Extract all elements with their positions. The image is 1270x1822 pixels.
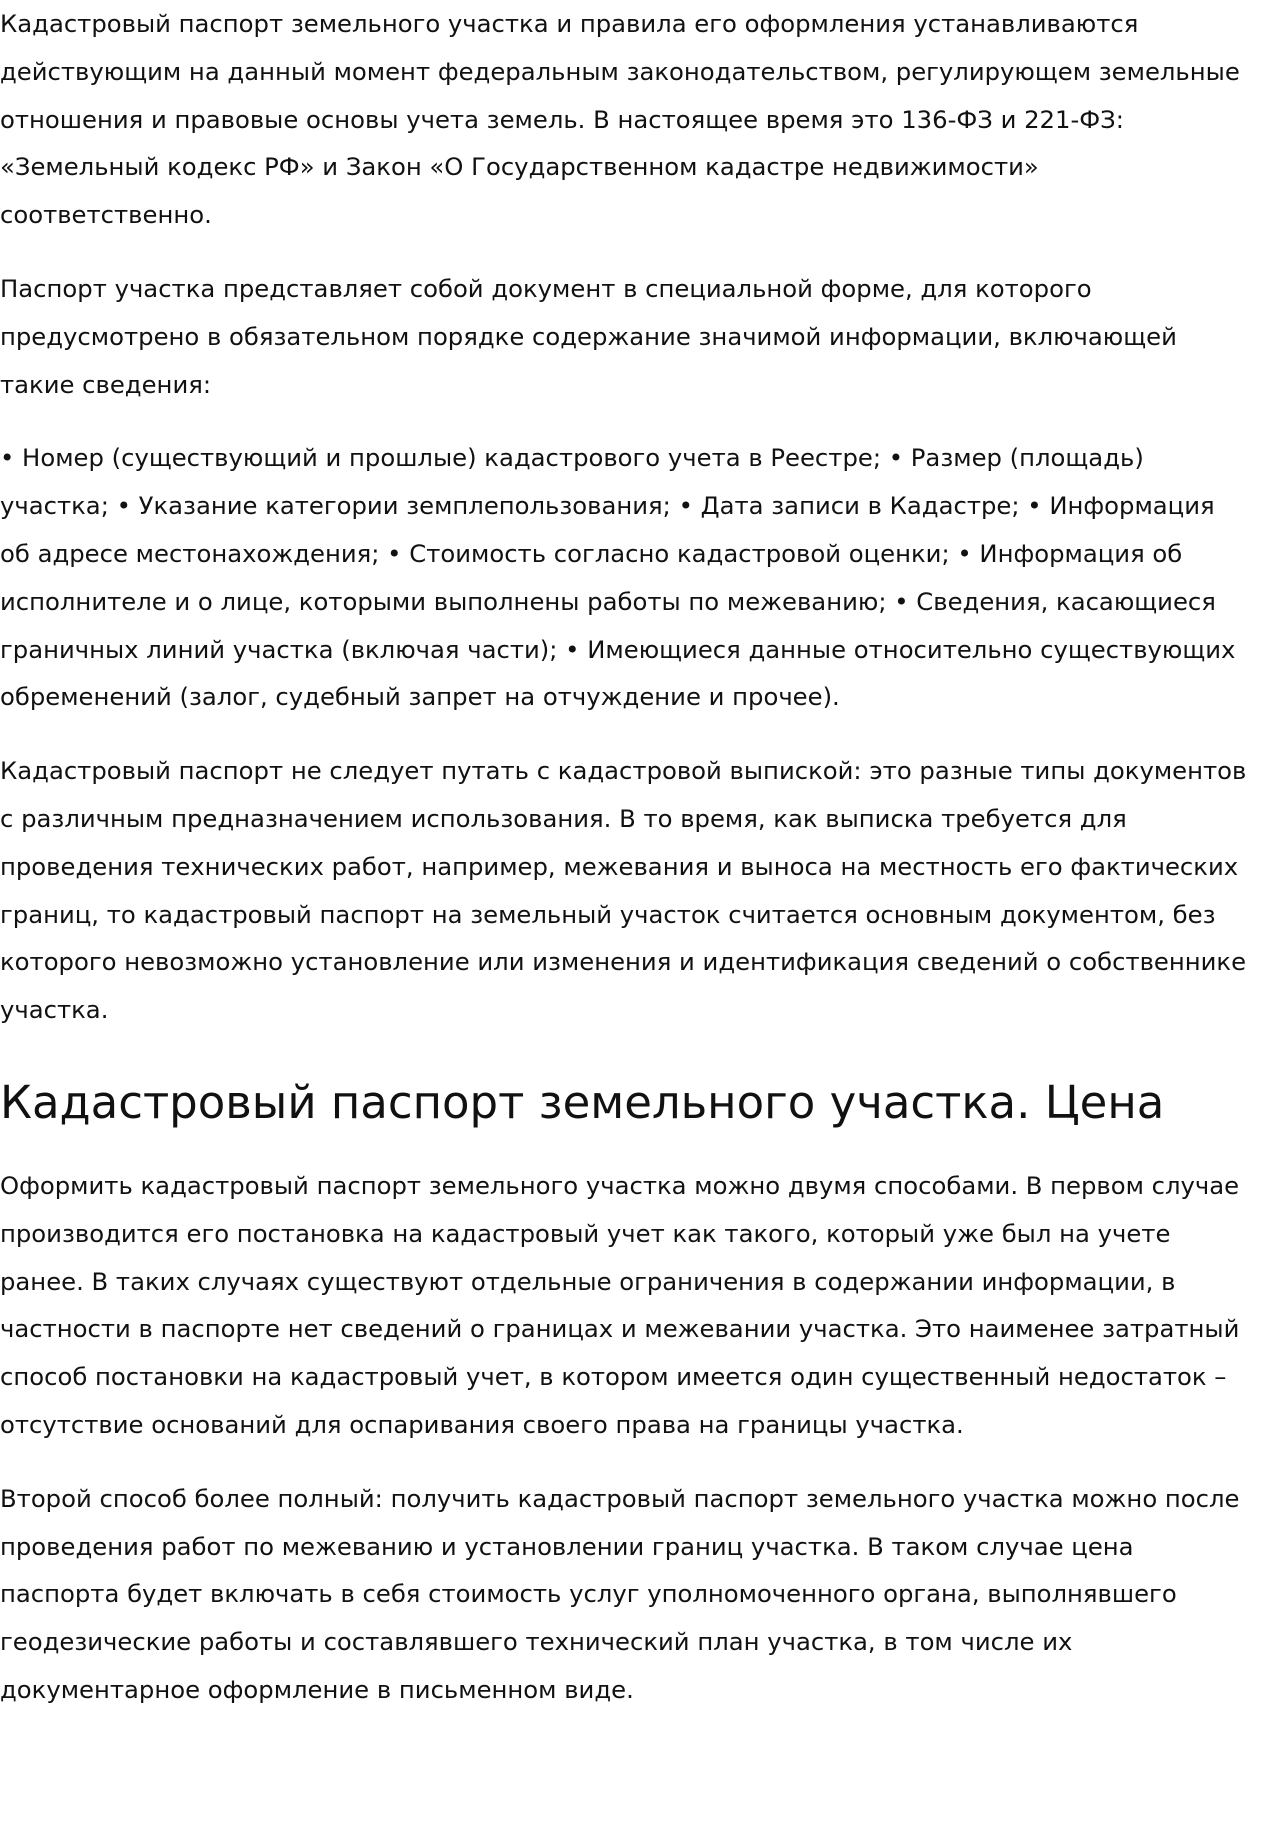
- paragraph-second-method: Второй способ более полный: получить кадастровый паспорт земельного участка можно после проведения работ по межеванию и установлении границ участка. В таком случае цена паспорта будет включать в себя стоимость услуг уполномоченного органа, выполнявшего геодезические работы и составлявшего технический план участка, в том числе их документарное оформление в письменном виде.: [0, 1483, 1240, 1704]
- paragraph-first-method: Оформить кадастровый паспорт земельного участка можно двумя способами. В первом случае производится его постановка на кадастровый учет как такого, который уже был на учете ранее. В таких случаях существуют отдельные ограничения в содержании информации, в частности в паспорте нет сведений о границах и межевании участка. Это наименее затратный способ постановки на кадастровый учет, в котором имеется один существенный недостаток – отсутствие оснований для оспаривания своего права на границы участка.: [0, 1170, 1240, 1439]
- paragraph-passport-definition: Паспорт участка представляет собой документ в специальной форме, для которого предусмотрено в обязательном порядке содержание значимой информации, включающей такие сведения:: [0, 273, 1177, 399]
- paragraph-passport-contents-list: • Номер (существующий и прошлые) кадастрового учета в Реестре; • Размер (площадь) участка; • Указание категории земплепользования; • Дата записи в Кадастре; • Информация об адресе местонахождения; • Стоимость согласно кадастровой оценки; • Информация об исполнителе и о лице, которыми выполнены работы по межеванию; • Сведения, касающиеся граничных линий участка (включая части); • Имеющиеся данные относительно существующих обременений (залог, судебный запрет на отчуждение и прочее).: [0, 443, 1236, 712]
- paragraph-legal-basis: Кадастровый паспорт земельного участка и правила его оформления устанавливаются действующим на данный момент федеральным законодательством, регулирующем земельные отношения и правовые основы учета земель. В настоящее время это 136-ФЗ и 221-ФЗ: «Земельный кодекс РФ» и Закон «О Государственном кадастре недвижимости» соответственно.: [0, 9, 1240, 230]
- section-heading-price: Кадастровый паспорт земельного участка. Цена: [0, 1075, 1165, 1129]
- paragraph-passport-vs-extract: Кадастровый паспорт не следует путать с кадастровой выпиской: это разные типы документов с различным предназначением использования. В то время, как выписка требуется для проведения технических работ, например, межевания и выноса на местность его фактических границ, то кадастровый паспорт на земельный участок считается основным документом, без которого невозможно установление или изменения и идентификация сведений о собственнике участка.: [0, 756, 1247, 1025]
